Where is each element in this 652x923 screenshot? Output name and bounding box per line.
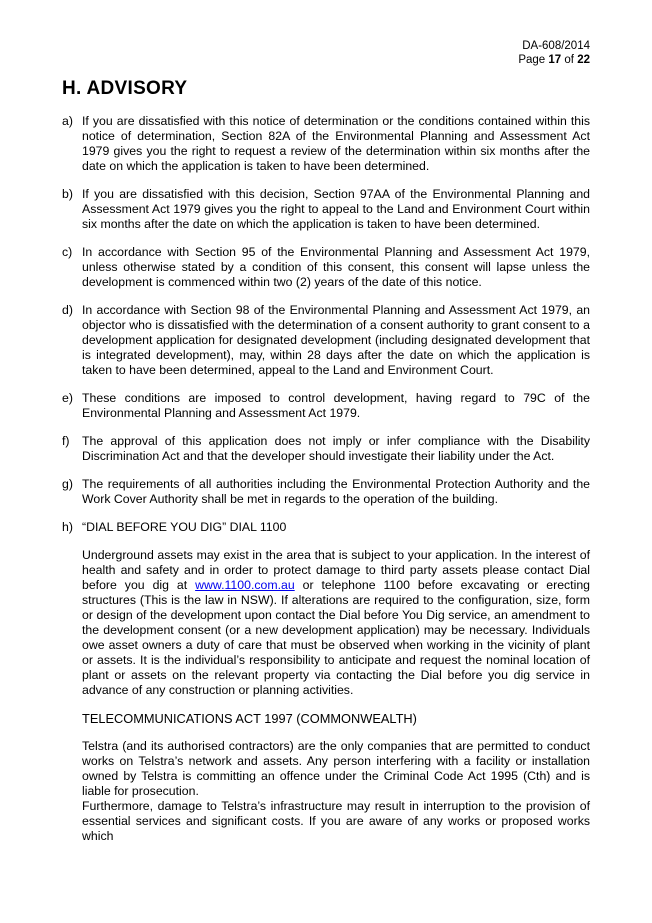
list-item (62, 303, 590, 378)
item-text: In accordance with Section 95 of the Environmental Planning and Assessment Act 1979, unless otherwise stated by a condition of this consent, this consent will lapse unless the development is commenced within two (2) years of the date of this notice. (82, 245, 590, 289)
item-text: These conditions are imposed to control development, having regard to 79C of the Environmental Planning and Assessment Act 1979. (82, 391, 590, 420)
list-item (62, 187, 590, 232)
item-label: f) (62, 434, 70, 448)
list-item (62, 477, 590, 507)
item-label: h) (62, 520, 73, 534)
section-title: H. ADVISORY (62, 78, 188, 99)
item-text: The requirements of all authorities including the Environmental Protection Authority and the Work Cover Authority shall be met in regards to the operation of the building. (82, 477, 590, 506)
item-text: If you are dissatisfied with this decision, Section 97AA of the Environmental Planning and Assessment Act 1979 gives you the right to appeal to the Land and Environment Court within six months after the date on which the application is taken to have been determined. (82, 187, 590, 231)
telstra-paragraph: Telstra (and its authorised contractors) are the only companies that are permitted to conduct works on Telstra’s network and assets. Any person interfering with a facility or installation owned by Telstra is committing an offence under the Criminal Code Act 1995 (Cth) and is liable for prosecution. (82, 739, 590, 798)
current-page: 17 (548, 54, 562, 66)
document-reference: DA-608/2014 (522, 40, 590, 52)
item-text: In accordance with Section 98 of the Environmental Planning and Assessment Act 1979, an objector who is dissatisfied with the determination of a consent authority to grant consent to a development application for designated development (including designated development that is integrated development), may, within 28 days after the date on which the application is taken to have been determined, appeal to the Land and Environment Court. (82, 303, 590, 377)
advisory-body (62, 114, 590, 857)
dial-before-you-dig-title: “DIAL BEFORE YOU DIG” DIAL 1100 (82, 520, 287, 534)
item-label: b) (62, 187, 73, 201)
item-label: e) (62, 391, 73, 405)
dial-before-you-dig-paragraph: Underground assets may exist in the area that is subject to your application. In the interest of health and safety and in order to protect damage to third party assets please contact Dial before you dig at www.1100.com.au or telephone 1100 before excavating or erecting structures (This is the law in NSW). If alterations are required to the configuration, size, form or design of the development upon contact the Dial before You Dig service, an amendment to the development consent (or a new development application) may be necessary. Individuals owe asset owners a duty of care that must be observed when working in the vicinity of plant or assets. It is the individual’s responsibility to anticipate and request the nominal location of plant or assets on the relevant property via contacting the Dial before you dig service in advance of any construction or planning activities. (82, 548, 591, 697)
list-item (62, 245, 590, 290)
item-label: a) (62, 114, 73, 128)
list-item (62, 391, 590, 421)
list-item (62, 114, 590, 174)
item-label: d) (62, 303, 73, 317)
list-item (62, 434, 590, 464)
page-number: Page 17 of 22 (518, 54, 590, 66)
item-label: c) (62, 245, 73, 259)
item-text: If you are dissatisfied with this notice of determination or the conditions contained within this notice of determination, Section 82A of the Environmental Planning and Assessment Act 1979 gives you the right to request a review of the determination within six months after the date on which the application is taken to have been determined. (82, 114, 590, 173)
telstra-paragraph-continued: Furthermore, damage to Telstra’s infrastructure may result in interruption to the provision of essential services and significant costs. If you are aware of any works or proposed works which (82, 799, 590, 843)
item-label: g) (62, 477, 73, 491)
total-pages: 22 (577, 54, 590, 66)
dial-before-you-dig-link[interactable]: www.1100.com.au (195, 578, 295, 592)
list-item-dial-before-you-dig (62, 520, 590, 535)
page-header (518, 39, 590, 67)
telecommunications-heading: TELECOMMUNICATIONS ACT 1997 (COMMONWEALTH) (82, 711, 417, 726)
item-text: The approval of this application does not imply or infer compliance with the Disability Discrimination Act and that the developer should investigate their liability under the Act. (82, 434, 590, 463)
